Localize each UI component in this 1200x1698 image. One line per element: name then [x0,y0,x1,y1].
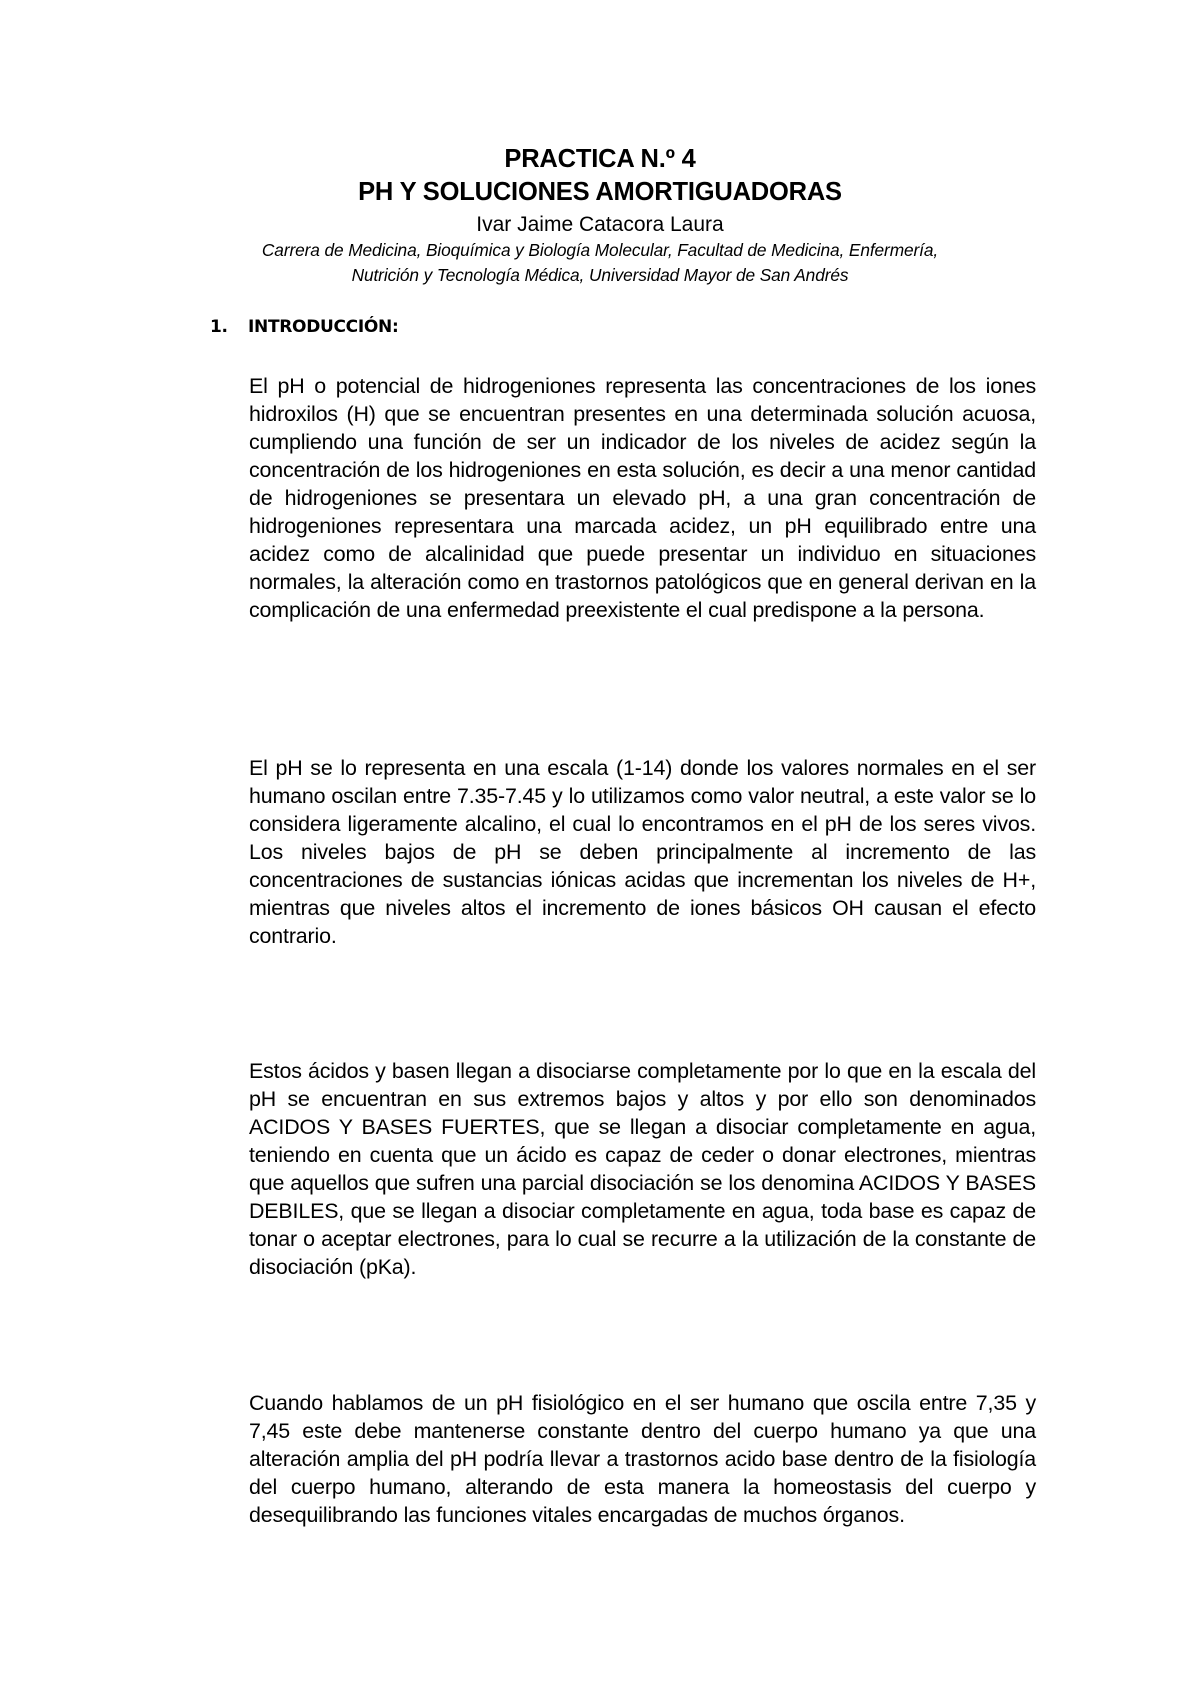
author-name: Ivar Jaime Catacora Laura [476,213,724,236]
section-heading [210,315,398,339]
title-block [180,143,1020,288]
section-number: 1. [210,317,228,337]
paragraph-1: El pH o potencial de hidrogeniones representa las concentraciones de los iones hidroxilos (H) que se encuentran presentes en una determinada solución acuosa, cumpliendo una función de ser un indicador de los niveles de acidez según la concentración de los hidrogeniones en esta solución, es decir a una menor cantidad de hidrogeniones se presentara un elevado pH, a una gran concentración de hidrogeniones representara una marcada acidez, un pH equilibrado entre una acidez como de alcalinidad que puede presentar un individuo en situaciones normales, la alteración como en trastornos patológicos que en general derivan en la complicación de una enfermedad preexistente el cual predispone a la persona. [249,374,1036,622]
document-title: PRACTICA N.º 4 [504,145,696,173]
paragraph-2: El pH se lo representa en una escala (1-14) donde los valores normales en el ser humano oscilan entre 7.35-7.45 y lo utilizamos como valor neutral, a este valor se lo considera ligeramente alcalino, el cual lo encontramos en el pH de los seres vivos. Los niveles bajos de pH se deben principalmente al incremento de las concentraciones de sustancias iónicas acidas que incrementan los niveles de H+, mientras que niveles altos el incremento de iones básicos OH causan el efecto contrario. [249,756,1036,948]
document-subtitle: PH Y SOLUCIONES AMORTIGUADORAS [358,178,842,206]
affiliation-line-1: Carrera de Medicina, Bioquímica y Biología Molecular, Facultad de Medicina, Enfermería, [261,240,939,260]
affiliation-line-2: Nutrición y Tecnología Médica, Universidad Mayor de San Andrés [351,265,849,285]
paragraph-3: Estos ácidos y basen llegan a disociarse completamente por lo que en la escala del pH se encuentran en sus extremos bajos y altos y por ello son denominados ACIDOS Y BASES FUERTES, que se llegan a disociar completamente en agua, teniendo en cuenta que un ácido es capaz de ceder o donar electrones, mientras que aquellos que sufren una parcial disociación se los denomina ACIDOS Y BASES DEBILES, que se llegan a disociar completamente en agua, toda base es capaz de tonar o aceptar electrones, para lo cual se recurre a la utilización de la constante de disociación (pKa). [249,1059,1036,1279]
paragraph-4: Cuando hablamos de un pH fisiológico en el ser humano que oscila entre 7,35 y 7,45 este debe mantenerse constante dentro del cuerpo humano ya que una alteración amplia del pH podría llevar a trastornos acido base dentro de la fisiología del cuerpo humano, alterando de esta manera la homeostasis del cuerpo y desequilibrando las funciones vitales encargadas de muchos órganos. [249,1391,1036,1527]
section-title: INTRODUCCIÓN: [248,317,399,337]
